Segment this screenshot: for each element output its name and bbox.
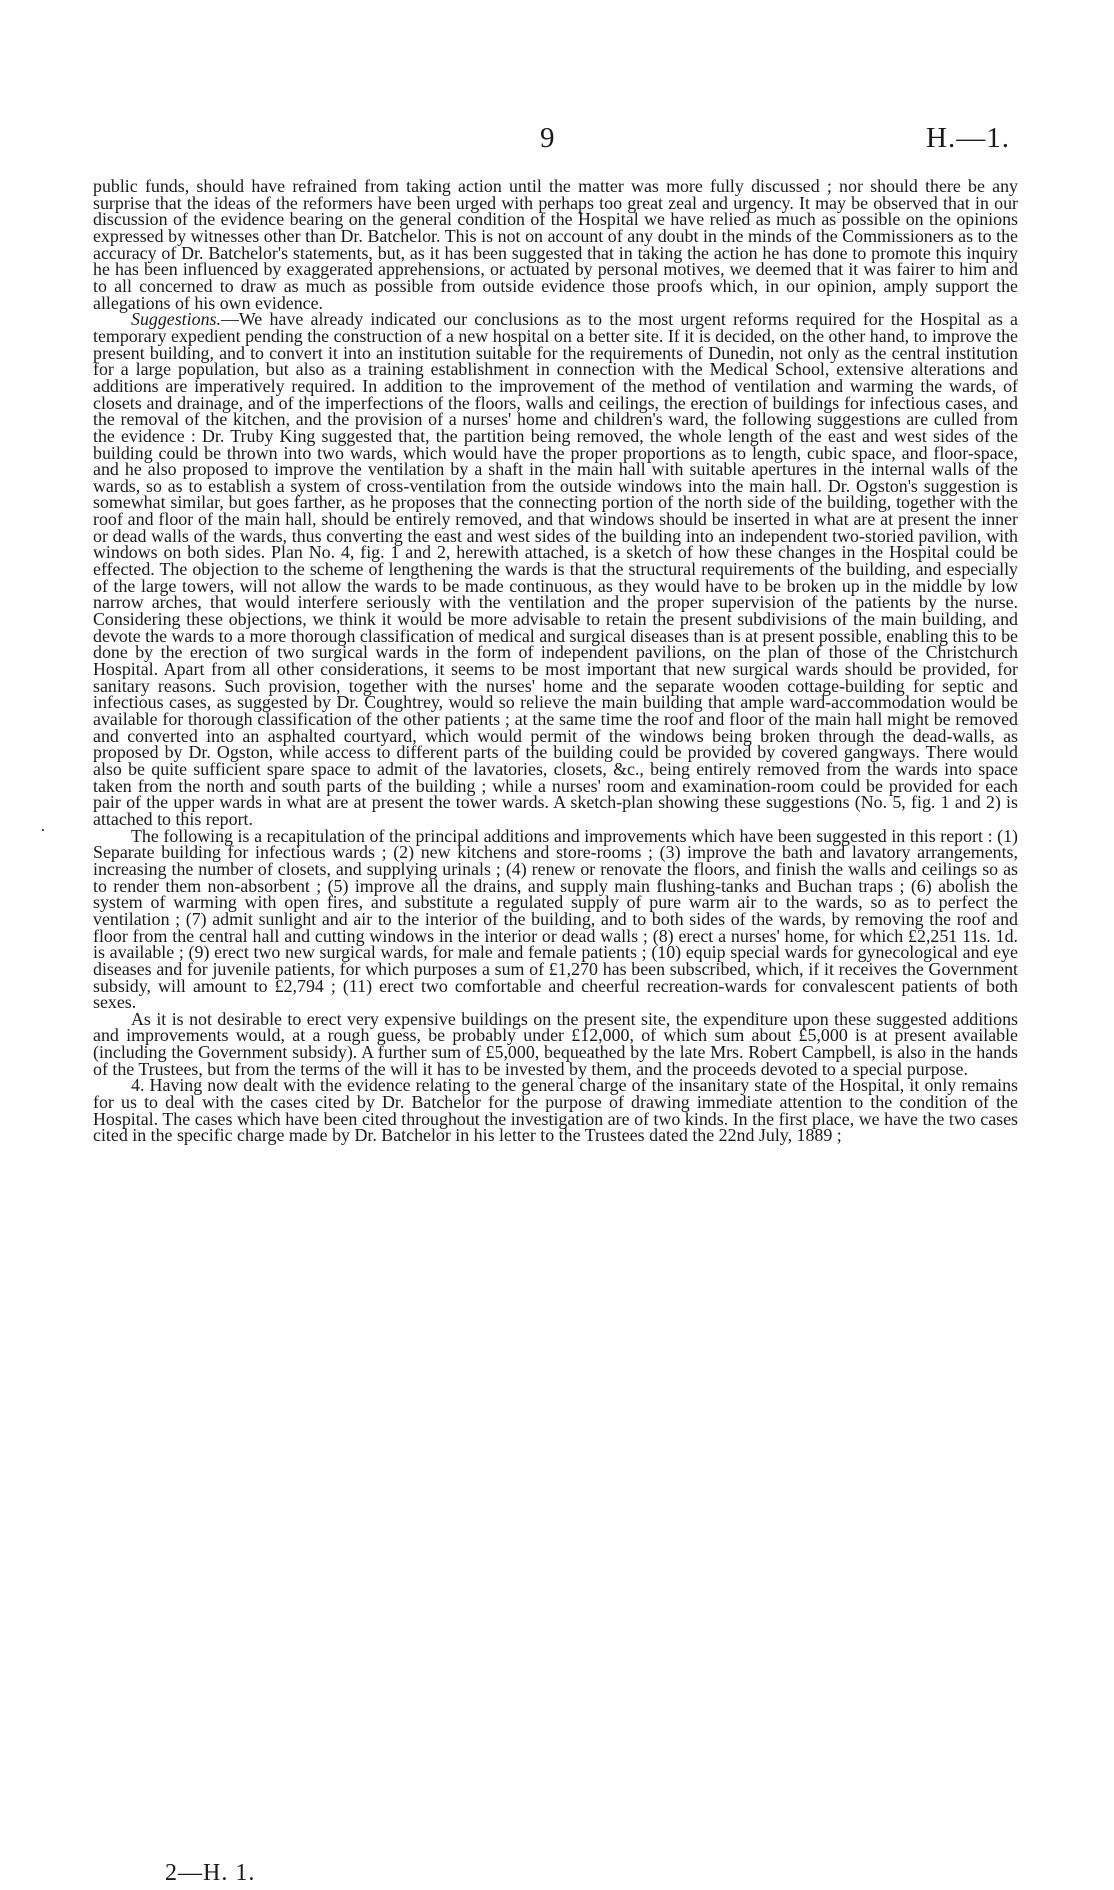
paragraph-recapitulation: The following is a recapitulation of the principal additions and improvements which have been suggested in this report : (1) Separate building for infectious wards ; (2) new kitchens and store-rooms ; (3) improve the bath and lavatory arrangements, increasing the number of closets, and supplying urinals ; (4) renew or renovate the floors, and finish the walls and ceilings so as to render them non-absorbent ; (5) improve all the drains, and supply main flushing-tanks and Buchan traps ; (6) abolish the system of warming with open fires, and substitute a regulated supply of pure warm air to the wards, so as to perfect the ventilation ; (7) admit sunlight and air to the interior of the building, and to both sides of the wards, by removing the roof and floor from the central hall and cutting windows in the interior or dead walls ; (8) erect a nurses' home, for which £2,251 11s. 1d. is available ; (9) erect two new surgical wards, for male and female patients ; (10) equip special wards for gynecological and eye diseases and for juvenile patients, for which purposes a sum of £1,270 has been subscribed, which, if it receives the Government subsidy, will amount to £2,794 ; (11) erect two comfortable and cheerful recreation-wards for convalescent patients of both sexes.: [93, 825, 1018, 1013]
page-header: [0, 122, 1114, 158]
document-id: H.—1.: [926, 122, 1010, 154]
paragraph-expenditure: As it is not desirable to erect very expensive buildings on the present site, the expenditure upon these suggested additions and improvements would, at a rough guess, be probably under £12,000, of which sum about £5,000 is at present available (including the Government subsidy). A further sum of £5,000, bequeathed by the late Mrs. Robert Campbell, is also in the hands of the Trustees, but from the terms of the will it has to be invested by them, and the proceeds devoted to a special purpose.: [93, 1008, 1018, 1079]
suggestions-text: —We have already indicated our conclusions as to the most urgent reforms required for the Hospital as a temporary expedient pending the construction of a new hospital on a better site. If it is decided, on the other hand, to improve the present building, and to convert it into an institution suitable for the requirements of Dunedin, not only as the central institution for a large population, but also as a training establishment in connection with the Medical School, extensive alterations and additions are imperatively required. In addition to the improvement of the method of ventilation and warming the wards, of closets and drainage, and of the imperfections of the floors, walls and ceilings, the erection of buildings for infectious cases, and the removal of the kitchen, and the provision of a nurses' home and children's ward, the following suggestions are culled from the evidence : Dr. Truby King suggested that, the partition being removed, the whole length of the east and west sides of the building could be thrown into two wards, which would have the proper proportions as to length, cubic space, and floor-space, and he also proposed to improve the ventilation by a shaft in the main hall with suitable apertures in the internal walls of the wards, so as to establish a system of cross-ventilation from the outside windows into the main hall. Dr. Ogston's suggestion is somewhat similar, but goes farther, as he proposes that the connecting portion of the north side of the building, together with the roof and floor of the main hall, should be entirely removed, and that windows should be inserted in what are at present the inner or dead walls of the wards, thus converting the east and west sides of the building into an independent two-storied pavilion, with windows on both sides. Plan No. 4, fig. 1 and 2, herewith attached, is a sketch of how these changes in the Hospital could be effected. The objection to the scheme of lengthening the wards is that the structural requirements of the building, and especially of the large towers, will not allow the wards to be made continuous, as they would have to be broken up in the middle by low narrow arches, that would interfere seriously with the ventilation and the proper supervision of the patients by the nurse. Considering these objections, we think it would be more advisable to retain the present subdivisions of the main building, and devote the wards to a more thorough classification of medical and surgical diseases than is at present possible, enabling this to be done by the erection of two surgical wards in the form of independent pavilions, on the plan of those of the Christchurch Hospital. Apart from all other considerations, it seems to be most important that new surgical wards should be provided, for sanitary reasons. Such provision, together with the nurses' home and the separate wooden cottage-building for septic and infectious cases, as suggested by Dr. Coughtrey, would so relieve the main building that ample ward-accommodation would be available for thorough classification of the other patients ; at the same time the roof and floor of the main hall might be removed and converted into an asphalted courtyard, which would permit of the windows being broken through the dead-walls, as proposed by Dr. Ogston, while access to different parts of the building could be provided by covered gangways. There would also be quite sufficient spare space to admit of the lavatories, closets, &c., being entirely removed from the wards into space taken from the north and south parts of the building ; while a nurses' room and examination-room could be provided for each pair of the upper wards in what are at present the tower wards. A sketch-plan showing these suggestions (No. 5, fig. 1 and 2) is attached to this report.: [93, 309, 1018, 829]
suggestions-label: Suggestions.: [131, 309, 221, 330]
paragraph-continuation: public funds, should have refrained from taking action until the matter was more fully discussed ; nor should there be any surprise that the ideas of the reformers have been urged with perhaps too great zeal and urgency. It may be observed that in our discussion of the evidence bearing on the general condition of the Hospital we have relied as much as possible on the opinions expressed by witnesses other than Dr. Batchelor. This is not on account of any doubt in the minds of the Commissioners as to the accuracy of Dr. Batchelor's statements, but, as it has been suggested that in taking the action he has done to promote this inquiry he has been influenced by exaggerated apprehensions, or actuated by personal motives, we deemed that it was fairer to him and to all concerned to draw as much as possible from outside evidence those proofs which, in our opinion, amply support the allegations of his own evidence.: [93, 176, 1018, 313]
page-number: 9: [540, 122, 555, 154]
body-text: [93, 178, 1018, 1144]
paragraph-suggestions: [93, 311, 1018, 827]
signature-mark: 2—H. 1.: [165, 1860, 256, 1886]
paragraph-cases: 4. Having now dealt with the evidence relating to the general charge of the insanitary state of the Hospital, it only remains for us to deal with the cases cited by Dr. Batchelor for the purpose of drawing immediate attention to the condition of the Hospital. The cases which have been cited throughout the investigation are of two kinds. In the first place, we have the two cases cited in the specific charge made by Dr. Batchelor in his letter to the Trustees dated the 22nd July, 1889 ;: [93, 1075, 1018, 1146]
margin-mark: [42, 829, 44, 831]
